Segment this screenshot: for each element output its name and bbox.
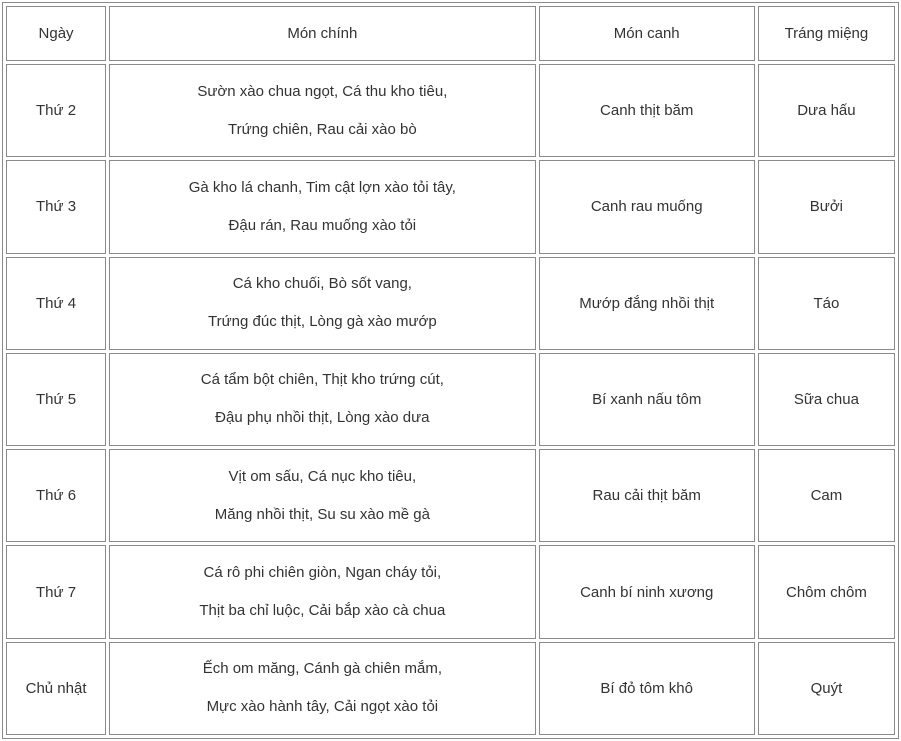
main-dish-line: Trứng chiên, Rau cải xào bò <box>227 120 417 138</box>
main-dish-line: Trứng đúc thịt, Lòng gà xào mướp <box>208 313 437 331</box>
table-row <box>6 353 895 446</box>
main-dish-line: Cá kho chuối, Bò sốt vang, <box>232 275 412 293</box>
day-cell: Thứ 5 <box>6 353 106 446</box>
main-dish-cell <box>109 545 535 638</box>
main-dish-line: Cá tẩm bột chiên, Thịt kho trứng cút, <box>200 371 444 389</box>
soup-cell: Canh thịt băm <box>539 64 755 157</box>
header-main-dish: Món chính <box>109 6 535 61</box>
soup-cell: Mướp đắng nhồi thịt <box>539 257 755 350</box>
soup-cell: Canh bí ninh xương <box>539 545 755 638</box>
main-dish-line: Thịt ba chỉ luộc, Cải bắp xào cà chua <box>199 602 446 620</box>
day-cell: Thứ 3 <box>6 160 106 253</box>
header-row <box>6 6 895 61</box>
main-dish-cell <box>109 64 535 157</box>
main-dish-cell <box>109 449 535 542</box>
day-cell: Chủ nhật <box>6 642 106 735</box>
main-dish-line: Cá rô phi chiên giòn, Ngan cháy tỏi, <box>203 564 442 582</box>
main-dish-cell <box>109 160 535 253</box>
main-dish-line: Vịt om sấu, Cá nục kho tiêu, <box>228 467 417 485</box>
table-row <box>6 642 895 735</box>
table-row <box>6 449 895 542</box>
dessert-cell: Chôm chôm <box>758 545 895 638</box>
main-dish-line: Măng nhồi thịt, Su su xào mề gà <box>214 505 430 523</box>
main-dish-line: Mực xào hành tây, Cải ngọt xào tỏi <box>206 698 439 716</box>
table-header <box>6 6 895 61</box>
dessert-cell: Quýt <box>758 642 895 735</box>
dessert-cell: Sữa chua <box>758 353 895 446</box>
day-cell: Thứ 4 <box>6 257 106 350</box>
main-dish-cell <box>109 353 535 446</box>
soup-cell: Canh rau muống <box>539 160 755 253</box>
main-dish-line: Đậu rán, Rau muống xào tỏi <box>228 216 417 234</box>
dessert-cell: Dưa hấu <box>758 64 895 157</box>
day-cell: Thứ 7 <box>6 545 106 638</box>
day-cell: Thứ 2 <box>6 64 106 157</box>
table-row <box>6 160 895 253</box>
header-day: Ngày <box>6 6 106 61</box>
dessert-cell: Táo <box>758 257 895 350</box>
day-cell: Thứ 6 <box>6 449 106 542</box>
main-dish-line: Đậu phụ nhồi thịt, Lòng xào dưa <box>215 409 430 427</box>
main-dish-line: Ếch om măng, Cánh gà chiên mắm, <box>202 660 442 678</box>
main-dish-line: Sườn xào chua ngọt, Cá thu kho tiêu, <box>197 82 448 100</box>
soup-cell: Rau cải thịt băm <box>539 449 755 542</box>
soup-cell: Bí xanh nấu tôm <box>539 353 755 446</box>
soup-cell: Bí đỏ tôm khô <box>539 642 755 735</box>
dessert-cell: Bưởi <box>758 160 895 253</box>
header-dessert: Tráng miệng <box>758 6 895 61</box>
table-row <box>6 545 895 638</box>
table-row <box>6 257 895 350</box>
header-soup: Món canh <box>539 6 755 61</box>
dessert-cell: Cam <box>758 449 895 542</box>
main-dish-cell <box>109 642 535 735</box>
weekly-menu-table <box>2 2 899 739</box>
table-row <box>6 64 895 157</box>
table-body <box>6 64 895 735</box>
main-dish-cell <box>109 257 535 350</box>
main-dish-line: Gà kho lá chanh, Tim cật lợn xào tỏi tây, <box>188 178 456 196</box>
